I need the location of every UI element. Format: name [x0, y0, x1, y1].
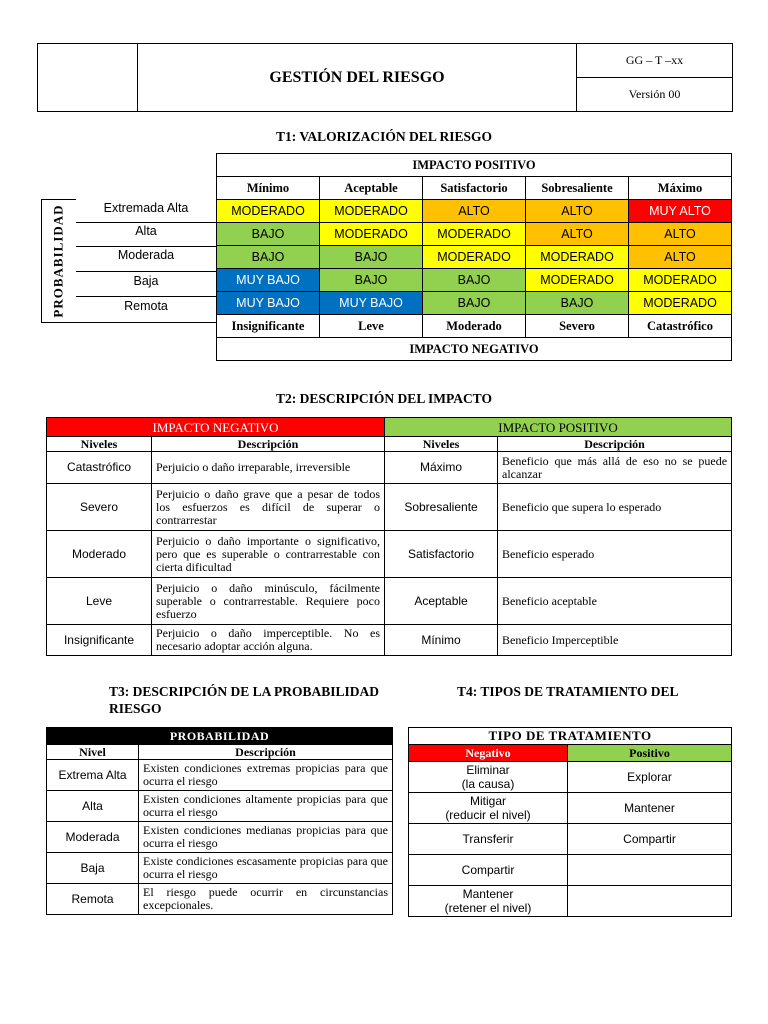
table-cell — [409, 855, 568, 886]
table-cell: Catastrófico — [47, 452, 152, 484]
table-cell: Leve — [47, 578, 152, 625]
table-cell: Baja — [47, 853, 139, 884]
t3-col-nivel: Nivel — [47, 745, 139, 760]
matrix-cell: ALTO — [629, 223, 732, 246]
table-cell: Insignificante — [47, 625, 152, 656]
impact-positive-header: IMPACTO POSITIVO — [217, 154, 732, 177]
matrix-cell: BAJO — [423, 269, 526, 292]
neg-col-header: Severo — [526, 315, 629, 338]
cell-line: Compartir — [461, 863, 515, 877]
matrix-cell: ALTO — [526, 223, 629, 246]
matrix-cell: MUY BAJO — [217, 269, 320, 292]
table-cell: Extrema Alta — [47, 760, 139, 791]
matrix-cell: MODERADO — [217, 200, 320, 223]
table-cell: Perjuicio o daño irreparable, irreversible — [152, 452, 385, 484]
table-cell — [409, 886, 568, 917]
table-cell: El riesgo puede ocurrir en circunstancias excepcionales. — [139, 884, 393, 915]
table-cell: Mantener — [568, 793, 732, 824]
cell-line: Mitigar — [469, 794, 506, 808]
matrix-cell: MODERADO — [629, 292, 732, 315]
table-cell: Beneficio esperado — [498, 531, 732, 578]
table-cell: Beneficio aceptable — [498, 578, 732, 625]
table-cell: Perjuicio o daño minúsculo, fácilmente superable o contrarrestable. Requiere poco esfuerzo — [152, 578, 385, 625]
table-cell — [409, 793, 568, 824]
neg-col-header: Leve — [320, 315, 423, 338]
t3-col-descripcion: Descripción — [139, 745, 393, 760]
table-cell: Beneficio que más allá de eso no se puede alcanzar — [498, 452, 732, 484]
row-label-remota: Remota — [124, 299, 168, 313]
table-cell: Severo — [47, 484, 152, 531]
table-cell: Sobresaliente — [385, 484, 498, 531]
t2-col-descripcion: Descripción — [498, 437, 732, 452]
table-cell: Existen condiciones medianas propicias para que ocurra el riesgo — [139, 822, 393, 853]
row-label-alta: Alta — [135, 224, 157, 238]
table-cell: Satisfactorio — [385, 531, 498, 578]
table-cell: Máximo — [385, 452, 498, 484]
table-cell: Perjuicio o daño grave que a pesar de todos los esfuerzos es difícil de superar o contrarrestar — [152, 484, 385, 531]
neg-col-header: Moderado — [423, 315, 526, 338]
matrix-cell: MODERADO — [320, 223, 423, 246]
row-label-baja: Baja — [133, 274, 159, 288]
matrix-cell: MODERADO — [526, 246, 629, 269]
table-cell: Existen condiciones altamente propicias para que ocurra el riesgo — [139, 791, 393, 822]
document-code: GG – T –xx — [577, 44, 733, 78]
t3-header: PROBABILIDAD — [47, 728, 393, 745]
logo-placeholder — [38, 44, 138, 112]
t4-negative-header: Negativo — [409, 745, 568, 762]
probability-label-text: PROBABILIDAD — [50, 204, 66, 318]
matrix-cell: MODERADO — [423, 223, 526, 246]
t2-positive-header: IMPACTO POSITIVO — [385, 418, 732, 437]
row-label-moderada: Moderada — [117, 248, 175, 262]
table-cell: Compartir — [568, 824, 732, 855]
matrix-cell: BAJO — [320, 246, 423, 269]
matrix-cell: ALTO — [526, 200, 629, 223]
probability-description-table — [46, 727, 393, 915]
matrix-cell: MODERADO — [629, 269, 732, 292]
table-cell: Beneficio que supera lo esperado — [498, 484, 732, 531]
matrix-cell: ALTO — [423, 200, 526, 223]
document-title: GESTIÓN DEL RIESGO — [138, 44, 577, 112]
matrix-cell: MUY ALTO — [629, 200, 732, 223]
cell-line: (la causa) — [461, 777, 515, 791]
table-cell: Perjuicio o daño importante o significativo, pero que es superable o contrarrestable con cierta dificultad — [152, 531, 385, 578]
t2-negative-header: IMPACTO NEGATIVO — [47, 418, 385, 437]
table-cell: Moderado — [47, 531, 152, 578]
matrix-cell: MUY BAJO — [320, 292, 423, 315]
row-separator — [76, 296, 216, 297]
table-cell: Aceptable — [385, 578, 498, 625]
row-label-extremada-alta: Extremada Alta — [103, 201, 189, 215]
neg-col-header: Catastrófico — [629, 315, 732, 338]
t3-title — [109, 683, 409, 717]
table-cell — [568, 886, 732, 917]
matrix-cell: MODERADO — [320, 200, 423, 223]
table-cell: Explorar — [568, 762, 732, 793]
matrix-cell: BAJO — [217, 223, 320, 246]
risk-valuation-matrix — [216, 153, 732, 361]
pos-col-header: Sobresaliente — [526, 177, 629, 200]
treatment-types-table — [408, 727, 732, 917]
neg-col-header: Insignificante — [217, 315, 320, 338]
pos-col-header: Aceptable — [320, 177, 423, 200]
table-cell: Beneficio Imperceptible — [498, 625, 732, 656]
cell-line: Mantener — [462, 887, 514, 901]
cell-line: (reducir el nivel) — [445, 808, 531, 822]
pos-col-header: Satisfactorio — [423, 177, 526, 200]
row-separator — [76, 322, 216, 323]
matrix-cell: BAJO — [423, 292, 526, 315]
table-cell: Moderada — [47, 822, 139, 853]
pos-col-header: Mínimo — [217, 177, 320, 200]
cell-line: Eliminar — [466, 763, 510, 777]
pos-col-header: Máximo — [629, 177, 732, 200]
table-cell: Mínimo — [385, 625, 498, 656]
t1-title: T1: VALORIZACIÓN DEL RIESGO — [276, 129, 492, 144]
table-cell: Alta — [47, 791, 139, 822]
matrix-cell: ALTO — [629, 246, 732, 269]
t4-positive-header: Positivo — [568, 745, 732, 762]
t4-title: T4: TIPOS DE TRATAMIENTO DEL — [457, 684, 679, 699]
t2-col-niveles: Niveles — [47, 437, 152, 452]
table-cell: Remota — [47, 884, 139, 915]
impact-negative-header: IMPACTO NEGATIVO — [217, 338, 732, 361]
t2-col-descripcion: Descripción — [152, 437, 385, 452]
table-cell: Existen condiciones extremas propicias para que ocurra el riesgo — [139, 760, 393, 791]
cell-line: Transferir — [462, 832, 514, 846]
probability-axis-label — [41, 199, 76, 323]
matrix-cell: BAJO — [526, 292, 629, 315]
matrix-cell: MODERADO — [526, 269, 629, 292]
cell-line: (retener el nivel) — [444, 901, 532, 915]
table-cell — [409, 824, 568, 855]
document-version: Versión 00 — [577, 78, 733, 112]
matrix-cell: MODERADO — [423, 246, 526, 269]
table-cell — [568, 855, 732, 886]
impact-description-table — [46, 417, 732, 656]
t3-title-line2: RIESGO — [109, 701, 162, 716]
t2-col-niveles: Niveles — [385, 437, 498, 452]
row-separator — [76, 246, 216, 247]
t3-title-line1: T3: DESCRIPCIÓN DE LA PROBABILIDAD — [109, 684, 380, 699]
t4-header: TIPO DE TRATAMIENTO — [409, 728, 732, 745]
row-separator — [76, 222, 216, 223]
table-cell: Perjuicio o daño imperceptible. No es necesario adoptar acción alguna. — [152, 625, 385, 656]
matrix-cell: MUY BAJO — [217, 292, 320, 315]
matrix-cell: BAJO — [320, 269, 423, 292]
document-header — [37, 43, 733, 112]
table-cell — [409, 762, 568, 793]
table-cell: Existe condiciones escasamente propicias para que ocurra el riesgo — [139, 853, 393, 884]
row-separator — [76, 271, 216, 272]
t2-title: T2: DESCRIPCIÓN DEL IMPACTO — [276, 391, 492, 406]
matrix-cell: BAJO — [217, 246, 320, 269]
